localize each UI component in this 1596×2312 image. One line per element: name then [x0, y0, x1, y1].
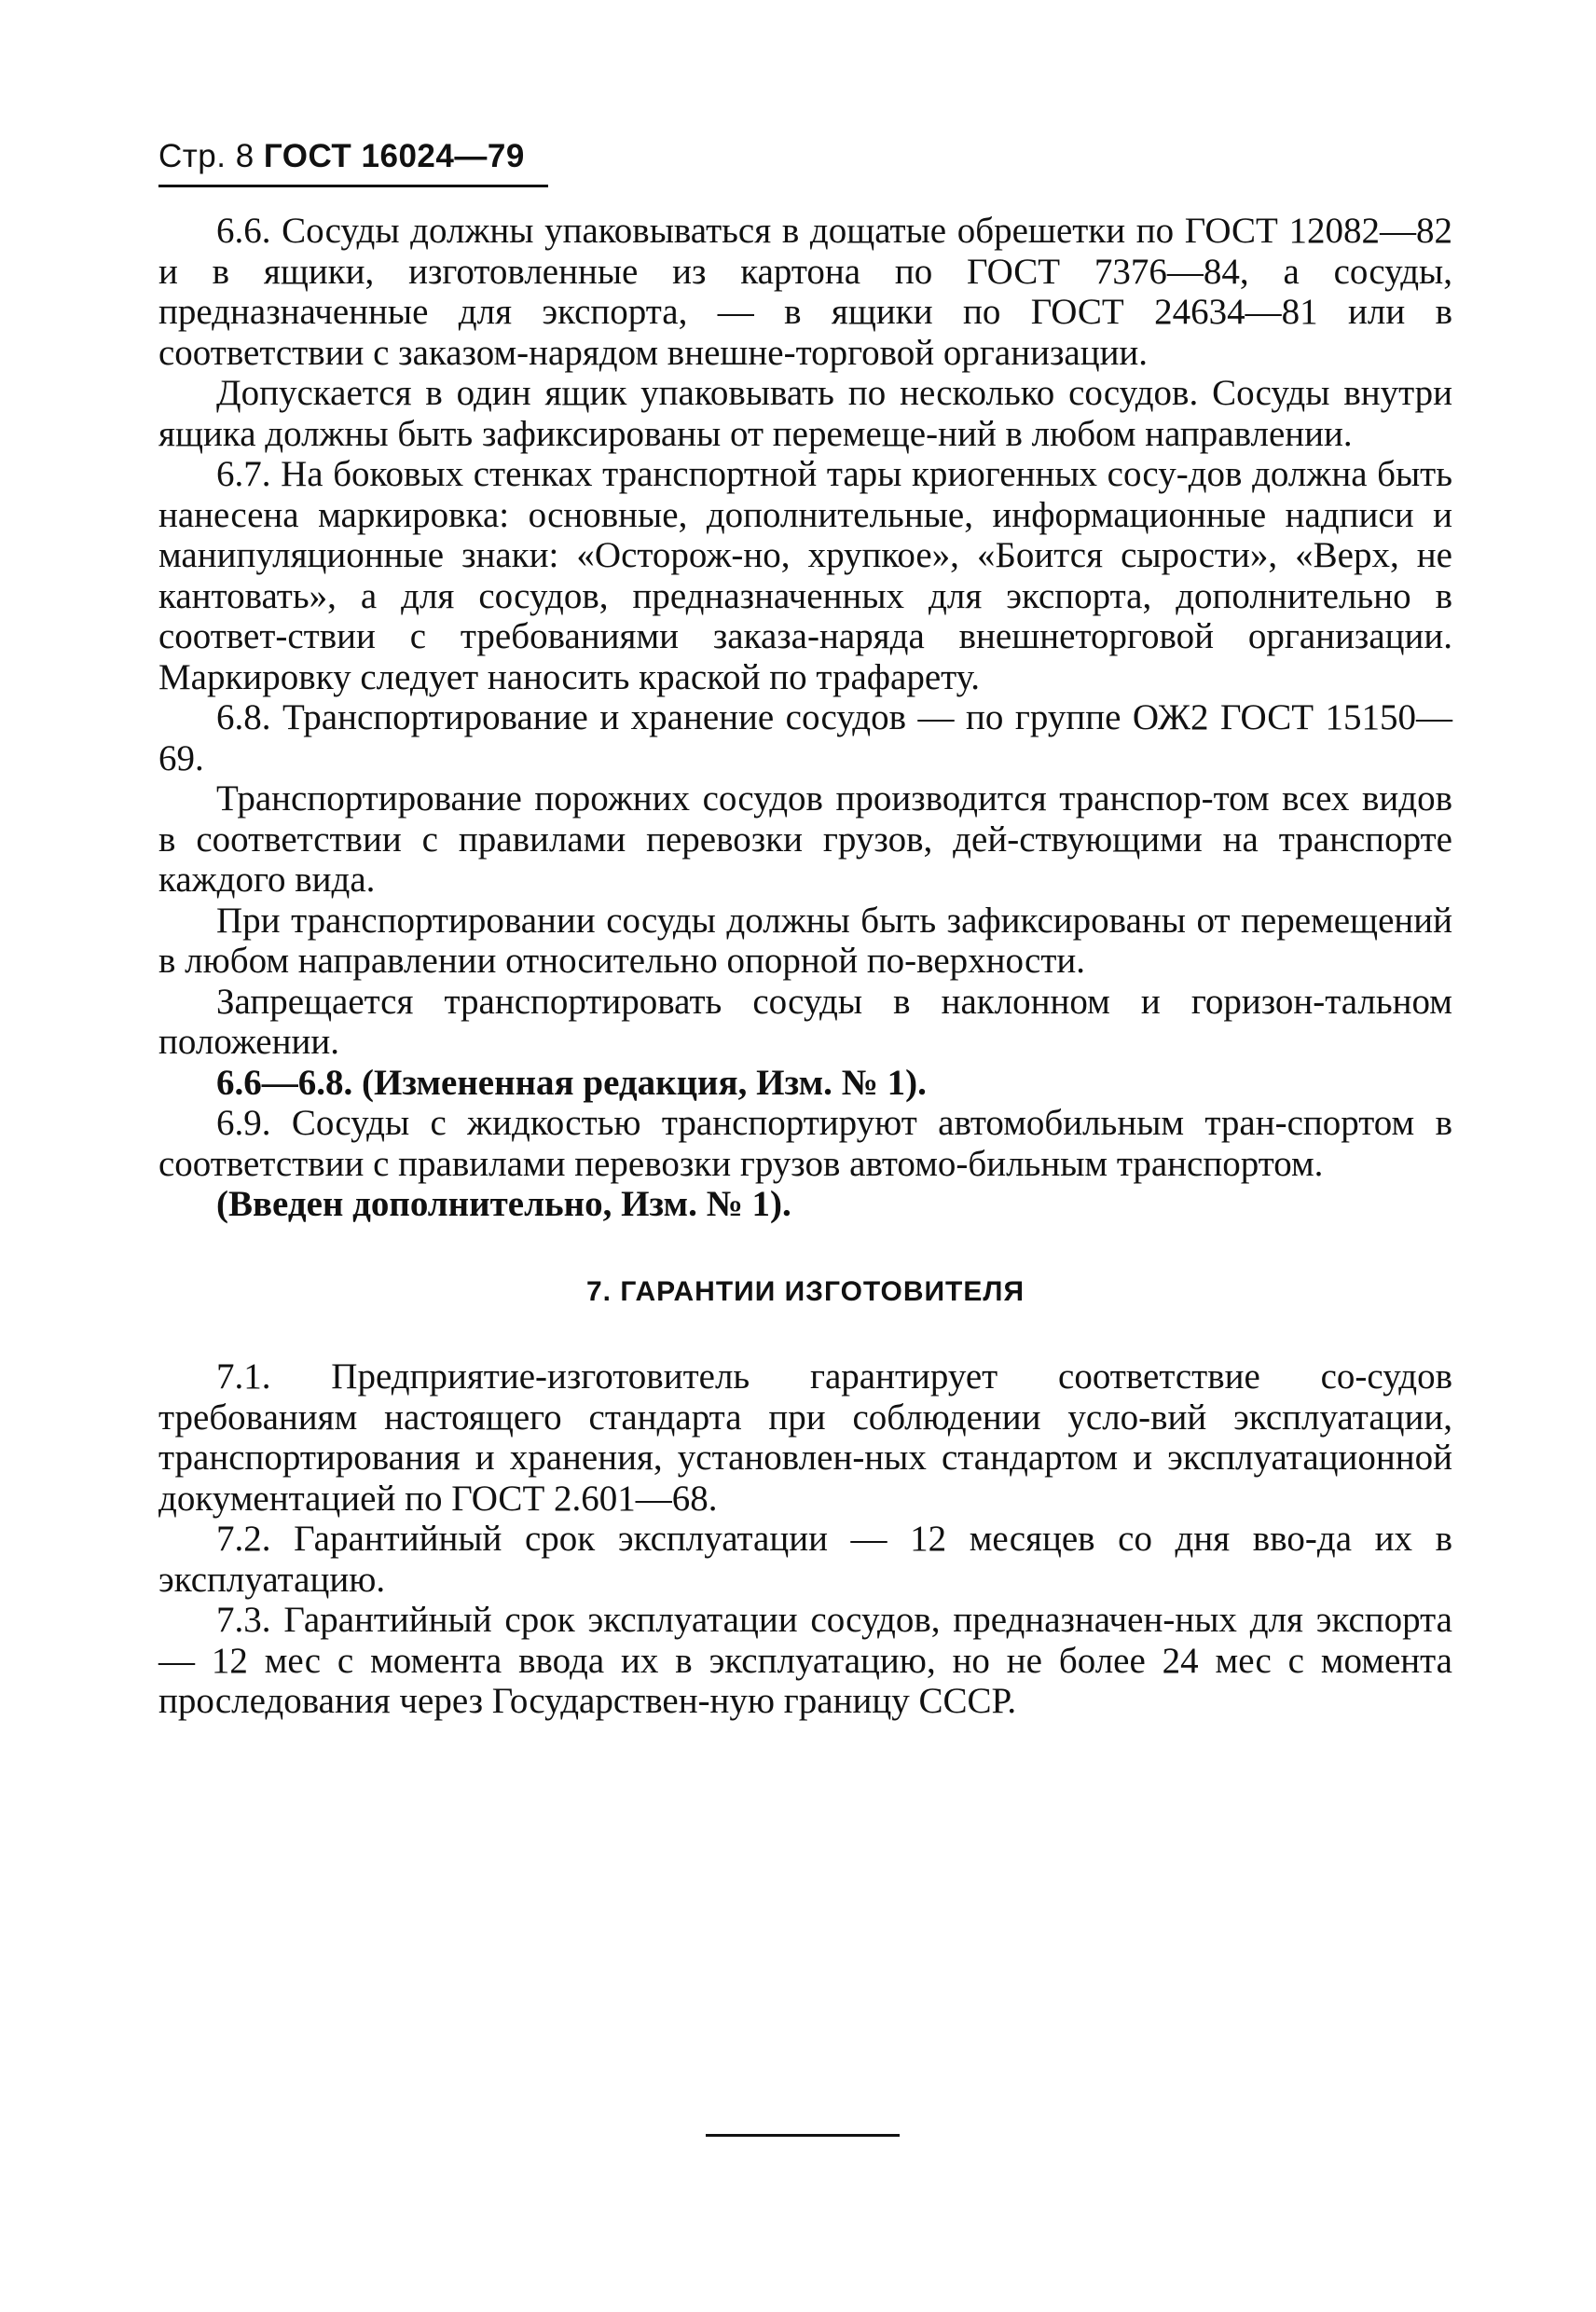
header-rule [158, 185, 548, 187]
amendment-note-6-9: (Введен дополнительно, Изм. № 1). [216, 1184, 791, 1224]
running-header [158, 138, 525, 175]
paragraph-6-8-prohibition: Запрещается транспортировать сосуды в наклонном и горизон-тальном положении. [158, 981, 1452, 1062]
section-7-heading: 7. ГАРАНТИИ ИЗГОТОВИТЕЛЯ [585, 1275, 1025, 1307]
paragraph-6-6: 6.6. Сосуды должны упаковываться в дощатые обрешетки по ГОСТ 12082—82 и в ящики, изготовленные из картона по ГОСТ 7376—84, а сосуды, предназначенные для экспорта, — в ящики по ГОСТ 24634—81 или в соответствии с заказом-нарядом внешне-торговой организации. [158, 211, 1452, 373]
end-rule [706, 2134, 900, 2137]
paragraph-7-2: 7.2. Гарантийный срок эксплуатации — 12 месяцев со дня вво-да их в эксплуатацию. [158, 1519, 1452, 1600]
paragraph-7-1: 7.1. Предприятие-изготовитель гарантирует соответствие со-судов требованиям настоящего стандарта при соблюдении усло-вий эксплуатации, транспортирования и хранения, установлен-ных стандартом и эксплуатационной документацией по ГОСТ 2.601—68. [158, 1356, 1452, 1519]
paragraph-6-8-transport: Транспортирование порожних сосудов производится транспор-том всех видов в соответствии с правилами перевозки грузов, дей-ствующими на транспорте каждого вида. [158, 778, 1452, 900]
paragraph-6-8: 6.8. Транспортирование и хранение сосудов — по группе ОЖ2 ГОСТ 15150—69. [158, 697, 1452, 778]
paragraph-6-6-continued: Допускается в один ящик упаковывать по несколько сосудов. Сосуды внутри ящика должны быть зафиксированы от перемеще-ний в любом направлении. [158, 373, 1452, 454]
paragraph-6-9: 6.9. Сосуды с жидкостью транспортируют автомобильным тран-спортом в соответствии с правилами перевозки грузов автомо-бильным транспортом. [158, 1103, 1452, 1184]
paragraph-6-7: 6.7. На боковых стенках транспортной тары криогенных сосу-дов должна быть нанесена маркировка: основные, дополнительные, информационные надписи и манипуляционные знаки: «Осторож-но, хрупкое», «Боится сырости», «Верх, не кантовать», а для сосудов, предназначенных для экспорта, дополнительно в соответ-ствии с требованиями заказа-наряда внешнеторговой организации. Маркировку следует наносить краской по трафарету. [158, 454, 1452, 697]
body-text [158, 211, 1452, 1722]
paragraph-7-3: 7.3. Гарантийный срок эксплуатации сосудов, предназначен-ных для экспорта — 12 мес с момента ввода их в эксплуатацию, но не более 24 мес с момента проследования через Государствен-ную границу СССР. [158, 1600, 1452, 1721]
standard-designation: ГОСТ 16024—79 [263, 138, 525, 174]
amendment-note-6-6-6-8: 6.6—6.8. (Измененная редакция, Изм. № 1). [216, 1062, 927, 1103]
paragraph-6-8-fixing: При транспортировании сосуды должны быть зафиксированы от перемещений в любом направлении относительно опорной по-верхности. [158, 900, 1452, 981]
page-number: Стр. 8 [158, 138, 255, 174]
